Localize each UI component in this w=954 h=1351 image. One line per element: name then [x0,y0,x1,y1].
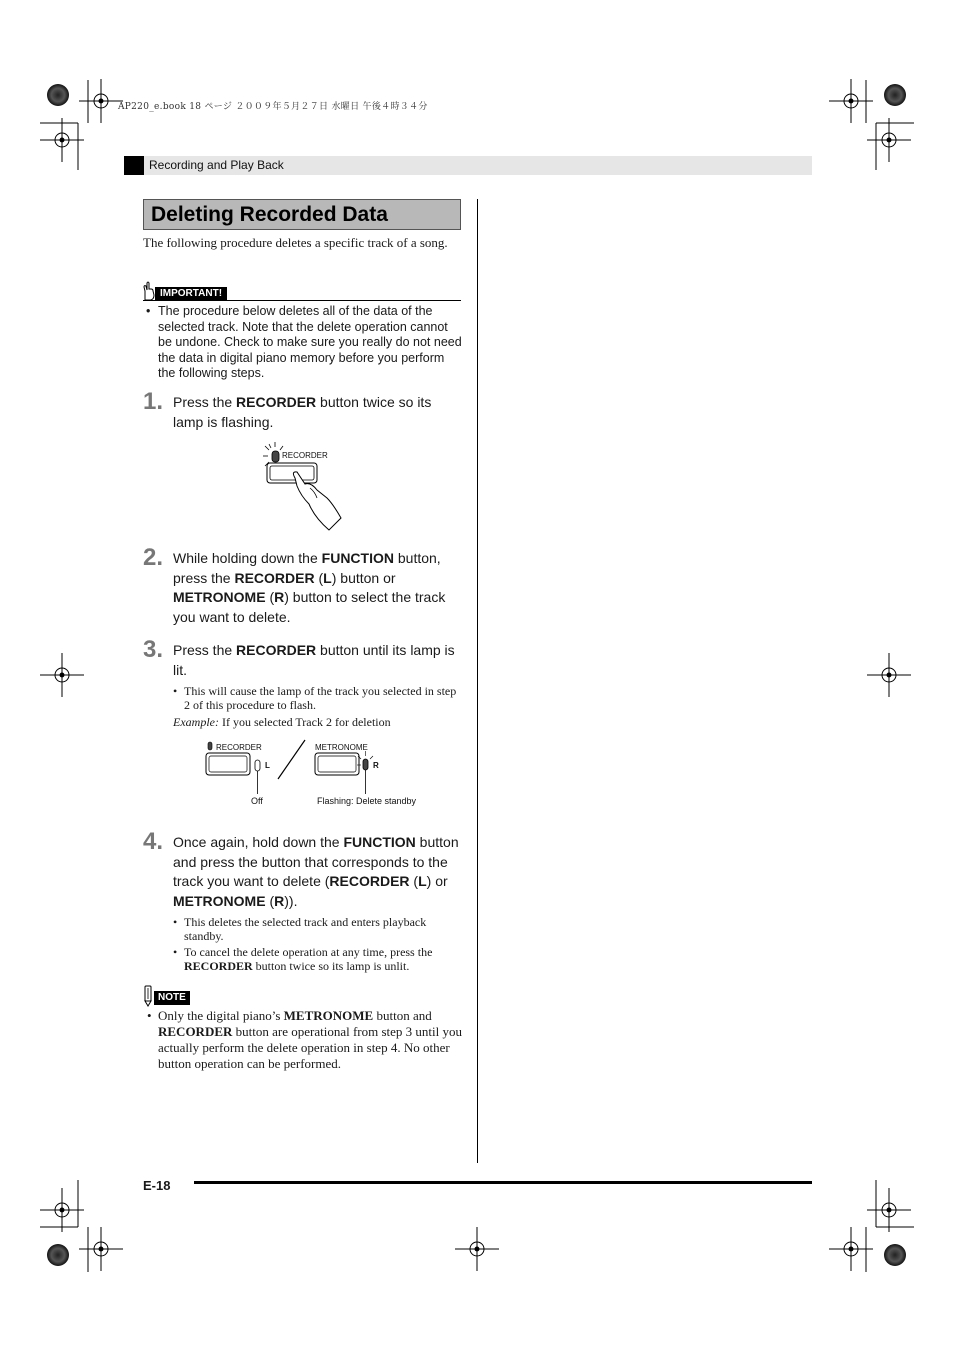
figure-r-label: R [373,761,379,770]
figure-metronome-label: METRONOME [315,743,368,752]
figure-recorder-label: RECORDER [282,451,328,460]
list-item: • To cancel the delete operation at any time, press the RECORDER button twice so its lamp is unlit. [173,945,433,973]
step-text: Press the RECORDER button twice so its lamp is flashing. [173,394,432,430]
print-info: AP220_e.book 18 ページ ２００９年５月２７日 水曜日 午後４時３４分 [118,102,428,112]
list-item: • This will cause the lamp of the track you selected in step 2 of this procedure to flash. [173,684,457,712]
important-bullet: • [146,304,151,318]
list-item: • This deletes the selected track and enters playback standby. [173,915,427,943]
figure-recorder-label: RECORDER [216,743,262,752]
hand-pointer-icon [142,281,156,301]
intro-text: The following procedure deletes a specific track of a song. [143,235,448,250]
step-number: 1. [143,388,164,415]
step-number: 3. [143,636,164,663]
step-text: Press the RECORDER button until its lamp is lit. [173,642,455,678]
step-text: While holding down the FUNCTION button, press the RECORDER (L) button or METRONOME (R) button to select the track you want to delete. [173,550,446,626]
section-marker [124,156,144,175]
caption-flashing: Flashing: Delete standby [317,796,417,806]
note-text: Only the digital piano’s METRONOME button and RECORDER button are operational from step 3 until you actually perform the delete operation in step 4. No other button operation can be performed. [158,1008,463,1071]
important-text: The procedure below deletes all of the data of the selected track. Note that the delete operation cannot be undone. Check to make sure you really do not need the data in digital piano memory before you perform the following steps. [158,304,462,381]
page-title: Deleting Recorded Data [151,203,388,226]
step-text: Once again, hold down the FUNCTION button and press the button that corresponds to the track you want to delete (RECORDER (L) or METRONOME (R)). [173,834,459,910]
note-badge: NOTE [154,991,190,1005]
step-number: 4. [143,828,164,855]
step-number: 2. [143,544,164,571]
note-bullet: • [147,1008,152,1023]
important-badge: IMPORTANT! [155,287,227,300]
example-line: Example: If you selected Track 2 for deletion [173,715,391,729]
column-divider [477,199,478,1163]
note-pencil-icon [142,985,154,1007]
important-rule [143,300,461,301]
figure-l-label: L [265,761,270,770]
section-label: Recording and Play Back [149,158,284,172]
caption-off: Off [251,796,263,806]
page-number: E-18 [143,1178,171,1193]
footer-rule [194,1181,812,1184]
